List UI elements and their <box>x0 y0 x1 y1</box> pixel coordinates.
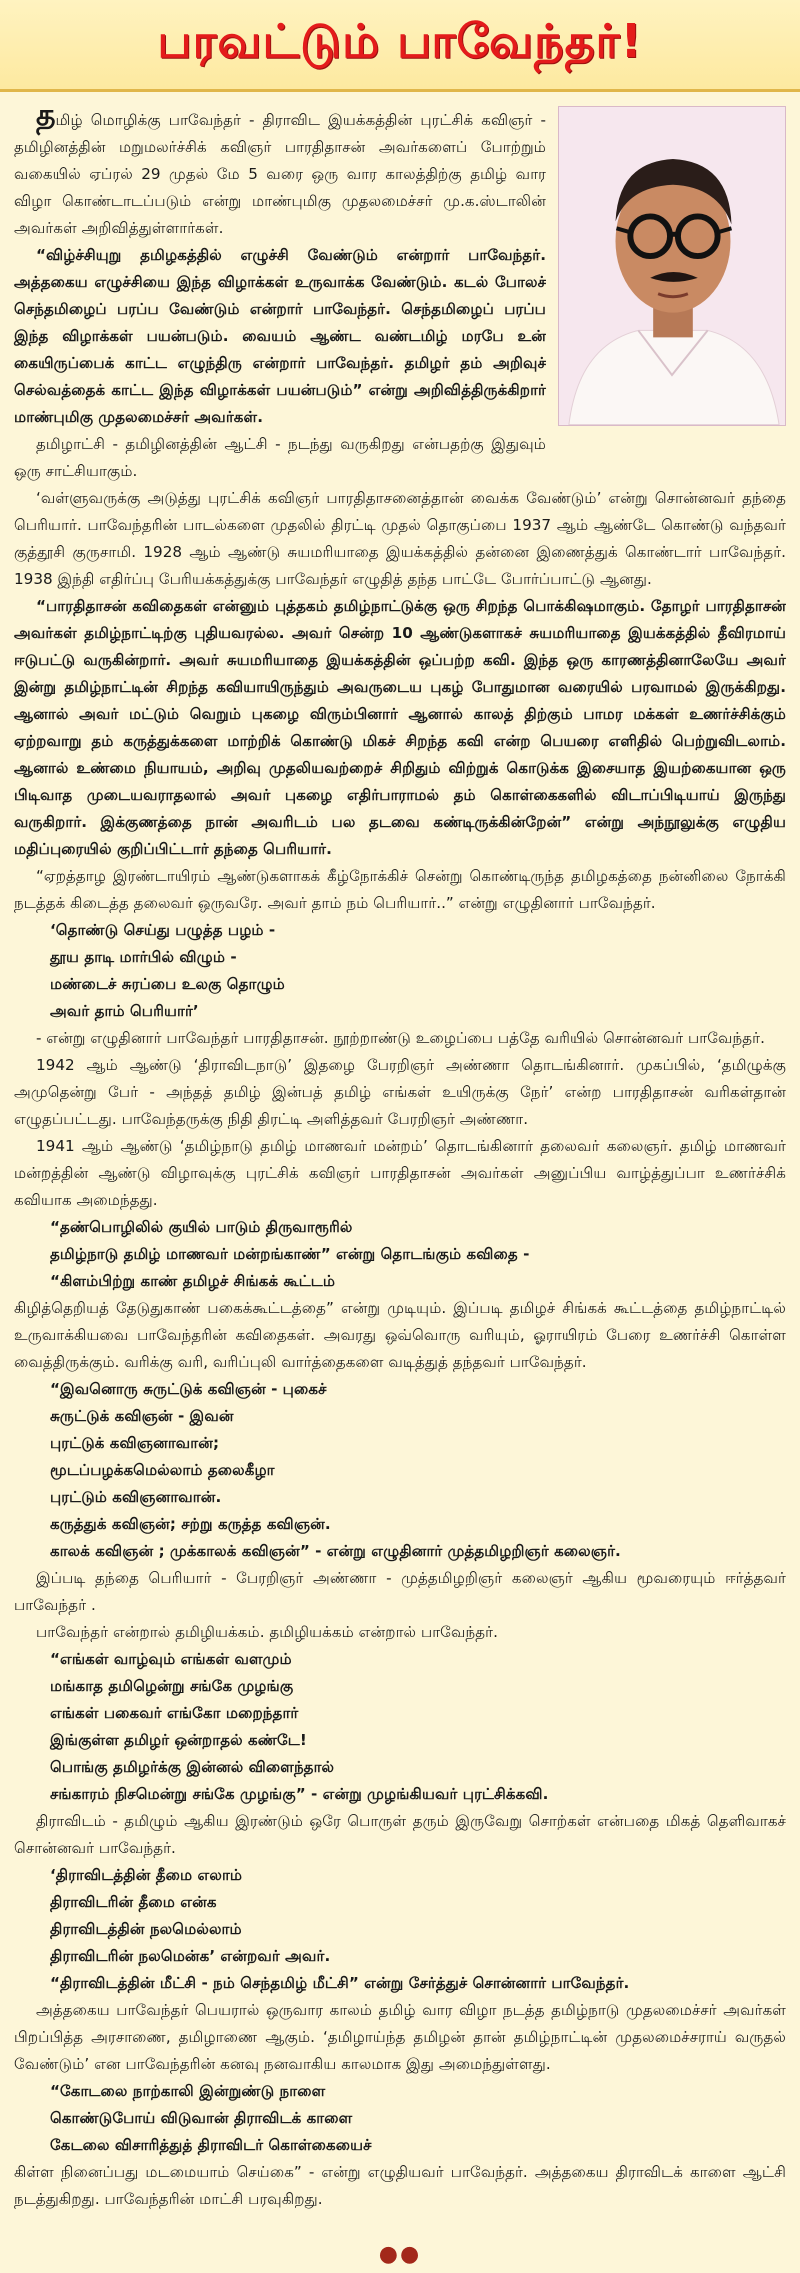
verse-line: திராவிடரின் நலமென்க’ என்றவர் அவர். <box>50 1947 331 1965</box>
verse-block <box>14 1376 786 1565</box>
portrait-illustration <box>559 107 785 425</box>
end-marker: ●● <box>378 2242 422 2267</box>
verse-line: மண்டைச் சுரப்பை உலகு தொழும் <box>50 975 285 993</box>
article-paragraph: பாவேந்தர் என்றால் தமிழியக்கம். தமிழியக்கம் என்றால் பாவேந்தர். <box>36 1623 498 1641</box>
article-paragraph: ‘வள்ளுவருக்கு அடுத்து புரட்சிக் கவிஞர் பாரதிதாசனைத்தான் வைக்க வேண்டும்’ என்று சொன்னவர் தந்தை பெரியார். பாவேந்தரின் பாடல்களை முதலில் திரட்டி முதல் தொகுப்பை 1937 ஆம் ஆண்டே கொண்டு வந்தவர் குத்தூசி குருசாமி. 1928 ஆம் ஆண்டு சுயமரியாதை இயக்கத்தில் தன்னை இணைத்துக் கொண்டார் பாவேந்தர். 1938 இந்தி எதிர்ப்பு பேரியக்கத்துக்கு பாவேந்தர் எழுதித் தந்த பாட்டே போர்ப்பாட்டு ஆனது. <box>14 489 786 588</box>
article-paragraph: கிழித்தெறியத் தேடுதுகாண் பகைக்கூட்டத்தை” என்று முடியும். இப்படி தமிழச் சிங்கக் கூட்டத்தை தமிழ்நாட்டில் உருவாக்கியவை பாவேந்தரின் கவிதைகள். அவரது ஒவ்வொரு வரியும், ஓராயிரம் பேரை உணர்ச்சி கொள்ள வைத்திருக்கும். வரிக்கு வரி, வரிப்புலி வார்த்தைகளை வடித்துத் தந்தவர் பாவேந்தர். <box>14 1299 786 1371</box>
article-paragraph: - என்று எழுதினார் பாவேந்தர் பாரதிதாசன். நூற்றாண்டு உழைப்பை பத்தே வரியில் சொன்னவர் பாவேந்தர். <box>36 1029 765 1047</box>
verse-line: “திராவிடத்தின் மீட்சி - நம் செந்தமிழ் மீட்சி” என்று சேர்த்துச் சொன்னார் பாவேந்தர். <box>50 1974 630 1992</box>
verse-line: இங்குள்ள தமிழர் ஒன்றாதல் கண்டே! <box>50 1731 307 1749</box>
article-paragraph: 1942 ஆம் ஆண்டு ‘திராவிடநாடு’ இதழை பேரறிஞர் அண்ணா தொடங்கினார். முகப்பில், ‘தமிழுக்கு அமுதென்று பேர் - அந்தத் தமிழ் இன்பத் தமிழ் எங்கள் உயிருக்கு நேர்’ என்ற பாரதிதாசன் வரிகள்தான் எழுதப்பட்டது. பாவேந்தருக்கு நிதி திரட்டி அளித்தவர் பேரறிஞர் அண்ணா. <box>14 1056 786 1128</box>
verse-line: மூடப்பழக்கமெல்லாம் தலைகீழா <box>50 1461 275 1479</box>
verse-line: “கோடலை நாற்காலி இன்றுண்டு நாளை <box>50 2082 326 2100</box>
article-title: பரவட்டும் பாவேந்தர்! <box>157 14 643 68</box>
article-paragraph: தமிழ் மொழிக்கு பாவேந்தர் - திராவிட இயக்கத்தின் புரட்சிக் கவிஞர் - தமிழினத்தின் மறுமலர்ச்சிக் கவிஞர் பாரதிதாசன் அவர்களைப் போற்றும் வகையில் ஏப்ரல் 29 முதல் மே 5 வரை ஒரு வார காலத்திற்கு தமிழ் வார விழா கொண்டாடப்படும் என்று மாண்புமிகு முதலமைச்சர் மு.க.ஸ்டாலின் அவர்கள் அறிவித்துள்ளார்கள். <box>14 98 546 237</box>
article-paragraph: “விழ்ச்சியுறு தமிழகத்தில் எழுச்சி வேண்டும் என்றார் பாவேந்தர். அத்தகைய எழுச்சியை இந்த விழாக்கள் உருவாக்க வேண்டும். கடல் போலச் செந்தமிழைப் பரப்ப வேண்டும் என்றார் பாவேந்தர். செந்தமிழைப் பரப்ப இந்த விழாக்கள் பயன்படும். வையம் ஆண்ட வண்டமிழ் மரபே உன் கையிருப்பைக் காட்ட எழுந்திரு என்றார் பாவேந்தர். தமிழர் தம் அறிவுச் செல்வத்தைக் காட்ட இந்த விழாக்கள் பயன்படும்” என்று அறிவித்திருக்கிறார் மாண்புமிகு முதலமைச்சர் அவர்கள். <box>14 246 546 426</box>
verse-line: தமிழ்நாடு தமிழ் மாணவர் மன்றங்காண்” என்று தொடங்கும் கவிதை - <box>50 1245 530 1263</box>
article-paragraph: திராவிடம் - தமிழும் ஆகிய இரண்டும் ஒரே பொருள் தரும் இருவேறு சொற்கள் என்பதை மிகத் தெளிவாகச் சொன்னவர் பாவேந்தர். <box>14 1812 786 1857</box>
article-header <box>0 0 800 92</box>
verse-line: பொங்கு தமிழர்க்கு இன்னல் விளைந்தால் <box>50 1758 335 1776</box>
verse-block <box>14 1214 786 1295</box>
verse-line: “எங்கள் வாழ்வும் எங்கள் வளமும் <box>50 1650 292 1668</box>
article-paragraph: கிள்ள நினைப்பது மடமையாம் செய்கை” - என்று எழுதியவர் பாவேந்தர். அத்தகைய திராவிடக் காளை ஆட்சி நடத்துகிறது. பாவேந்தரின் மாட்சி பரவுகிறது. <box>14 2163 786 2208</box>
verse-line: “தண்பொழிலில் குயில் பாடும் திருவாரூரில் <box>50 1218 353 1236</box>
article-paragraph: தமிழாட்சி - தமிழினத்தின் ஆட்சி - நடந்து வருகிறது என்பதற்கு இதுவும் ஒரு சாட்சியாகும். <box>14 435 546 480</box>
article-body <box>0 92 800 2213</box>
verse-line: மங்காத தமிழென்று சங்கே முழங்கு <box>50 1677 294 1695</box>
verse-line: சுருட்டுக் கவிஞன் - இவன் <box>50 1407 234 1425</box>
article-paragraph: இப்படி தந்தை பெரியார் - பேரறிஞர் அண்ணா - முத்தமிழறிஞர் கலைஞர் ஆகிய மூவரையும் ஈர்த்தவர் பாவேந்தர் . <box>14 1569 786 1614</box>
verse-line: கொண்டுபோய் விடுவான் திராவிடக் காளை <box>50 2109 353 2127</box>
article-paragraph: “பாரதிதாசன் கவிதைகள் என்னும் புத்தகம் தமிழ்நாட்டுக்கு ஒரு சிறந்த பொக்கிஷமாகும். தோழர் பாரதிதாசன் அவர்கள் தமிழ்நாட்டிற்கு புதியவரல்ல. அவர் சென்ற 10 ஆண்டுகளாகச் சுயமரியாதை இயக்கத்தில் தீவிரமாய் ஈடுபட்டு வருகின்றார். அவர் சுயமரியாதை இயக்கத்தின் ஒப்பற்ற கவி. இந்த ஒரு காரணத்தினாலேயே அவர் இன்று தமிழ்நாட்டின் சிறந்த கவியாயிருந்தும் அவருடைய புகழ் போதுமான வரையில் பரவாமல் இருக்கிறது. ஆனால் அவர் மட்டும் வெறும் புகழை விரும்பினார் ஆனால் காலத் திற்கும் பாமர மக்கள் உணர்ச்சிக்கும் ஏற்றவாறு தம் கருத்துக்களை மாற்றிக் கொண்டு மிகச் சிறந்த கவி என்ற பெயரை எளிதில் பெற்றுவிடலாம். ஆனால் உண்மை நியாயம், அறிவு முதலியவற்றைச் சிறிதும் விற்றுக் கொடுக்க இசையாத இயற்கையான ஒரு பிடிவாத முடையவராதலால் அவர் புகழை எதிர்பாராமல் தம் கொள்கைகளில் விடாப்பிடியாய் இருந்து வருகிறார். இக்குணத்தை நான் அவரிடம் பல தடவை கண்டிருக்கின்றேன்” என்று அந்நூலுக்கு எழுதிய மதிப்புரையில் குறிப்பிட்டார் தந்தை பெரியார். <box>14 597 786 858</box>
verse-line: “இவனொரு சுருட்டுக் கவிஞன் - புகைச் <box>50 1380 327 1398</box>
portrait-photo <box>558 106 786 426</box>
verse-line: ‘தொண்டு செய்து பழுத்த பழம் - <box>50 921 276 939</box>
article-paragraph: 1941 ஆம் ஆண்டு ‘தமிழ்நாடு தமிழ் மாணவர் மன்றம்’ தொடங்கினார் தலைவர் கலைஞர். தமிழ் மாணவர் மன்றத்தின் ஆண்டு விழாவுக்கு புரட்சிக் கவிஞர் பாரதிதாசன் அவர்கள் அனுப்பிய வாழ்த்துப்பா உணர்ச்சிக் கவியாக அமைந்தது. <box>14 1137 786 1209</box>
verse-block <box>14 917 786 1025</box>
verse-block <box>14 1646 786 1808</box>
verse-block <box>14 1862 786 1997</box>
verse-line: காலக் கவிஞன் ; முக்காலக் கவிஞன்” - என்று எழுதினார் முத்தமிழறிஞர் கலைஞர். <box>50 1542 621 1560</box>
verse-line: “கிளம்பிற்று காண் தமிழச் சிங்கக் கூட்டம் <box>50 1272 336 1290</box>
verse-line: புரட்டுக் கவிஞனாவான்; <box>50 1434 220 1452</box>
verse-line: கருத்துக் கவிஞன்; சற்று கருத்த கவிஞன். <box>50 1515 331 1533</box>
verse-line: திராவிடத்தின் நலமெல்லாம் <box>50 1920 242 1938</box>
verse-line: எங்கள் பகைவர் எங்கோ மறைந்தார் <box>50 1704 299 1722</box>
verse-line: அவர் தாம் பெரியார்’ <box>50 1002 199 1020</box>
verse-line: கேடலை விசாரித்துத் திராவிடர் கொள்கையைச் <box>50 2136 372 2154</box>
article-paragraph: “ஏறத்தாழ இரண்டாயிரம் ஆண்டுகளாகக் கீழ்நோக்கிச் சென்று கொண்டிருந்த தமிழகத்தை நன்னிலை நோக்கி நடத்தக் கிடைத்த தலைவர் ஒருவரே. அவர் தாம் நம் பெரியார்..” என்று எழுதினார் பாவேந்தர். <box>14 867 786 912</box>
article-paragraph: அத்தகைய பாவேந்தர் பெயரால் ஒருவார காலம் தமிழ் வார விழா நடத்த தமிழ்நாடு முதலமைச்சர் அவர்கள் பிறப்பித்த அரசாணை, தமிழாணை ஆகும். ‘தமிழாய்ந்த தமிழன் தான் தமிழ்நாட்டின் முதலமைச்சராய் வருதல் வேண்டும்’ என பாவேந்தரின் கனவு நனவாகிய காலமாக இது அமைந்துள்ளது. <box>14 2001 786 2073</box>
verse-block <box>14 2078 786 2159</box>
verse-line: திராவிடரின் தீமை என்க <box>50 1893 217 1911</box>
verse-line: புரட்டும் கவிஞனாவான். <box>50 1488 222 1506</box>
verse-line: சங்காரம் நிசமென்று சங்கே முழங்கு” - என்று முழங்கியவர் புரட்சிக்கவி. <box>50 1785 549 1803</box>
verse-line: ‘திராவிடத்தின் தீமை எலாம் <box>50 1866 243 1884</box>
verse-line: தூய தாடி மார்பில் விழும் - <box>50 948 237 966</box>
